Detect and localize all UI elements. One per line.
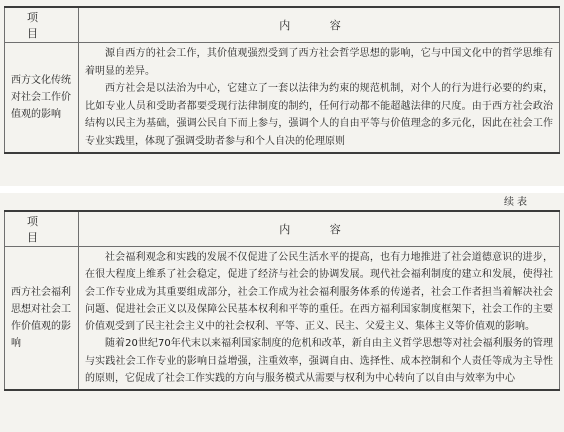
row-label: 西方社会福利思想对社会工作价值观的影响 <box>5 247 79 391</box>
row-label: 西方文化传统对社会工作价值观的影响 <box>5 43 79 154</box>
continued-label: 续表 <box>504 197 530 208</box>
header-content: 内 容 <box>79 7 560 43</box>
header-item: 项 目 <box>5 7 79 43</box>
header-content: 内 容 <box>79 211 560 247</box>
header-item: 项 目 <box>5 211 79 247</box>
paragraph: 源自西方的社会工作，其价值观强烈受到了西方社会哲学思想的影响，它与中国文化中的哲学思维有着明显的差异。 <box>85 48 553 77</box>
row-content <box>79 247 560 391</box>
paragraph: 随着20世纪70年代末以来福利国家制度的危机和改革，新自由主义哲学思想等对社会福利服务的管理与实践社会工作专业的影响日益增强，注重效率，强调自由、选择性、成本控制和个人责任等成为主导性的原则，它促成了社会工作实践的方向与服务模式从需要与权利为中心转向了以自由与效率为中心 <box>85 338 553 385</box>
page-gap <box>0 186 564 193</box>
table-western-culture <box>4 6 560 154</box>
paragraph: 西方社会是以法治为中心，它建立了一套以法律为约束的规范机制，对个人的行为进行必要的约束，比如专业人员和受助者都要受现行法律制度的制约，任何行动都不能超越法律的尺度。由于西方社会政治结构以民主为基础，强调公民自下而上参与，强调个人的自由平等与价值理念的多元化，因此在社会工作专业实践里，体现了强调受助者参与和个人自决的伦理原则 <box>85 83 553 147</box>
table-welfare-thought <box>4 210 560 391</box>
paragraph: 社会福利观念和实践的发展不仅促进了公民生活水平的提高，也有力地推进了社会道德意识的进步，在很大程度上维系了社会稳定，促进了经济与社会的协调发展。现代社会福利制度的建立和发展，使得社会工作专业成为其重要组成部分，社会工作成为社会福利服务体系的传递者，社会工作者担当着解决社会问题、促进社会正义以及保障公民基本权利和平等的重任。在西方福利国家制度框架下，社会工作的主要价值观受到了民主社会主义中的社会权利、平等、正义、民主、父爱主义、集体主义等价值观的影响。 <box>85 252 553 333</box>
row-content <box>79 43 560 154</box>
